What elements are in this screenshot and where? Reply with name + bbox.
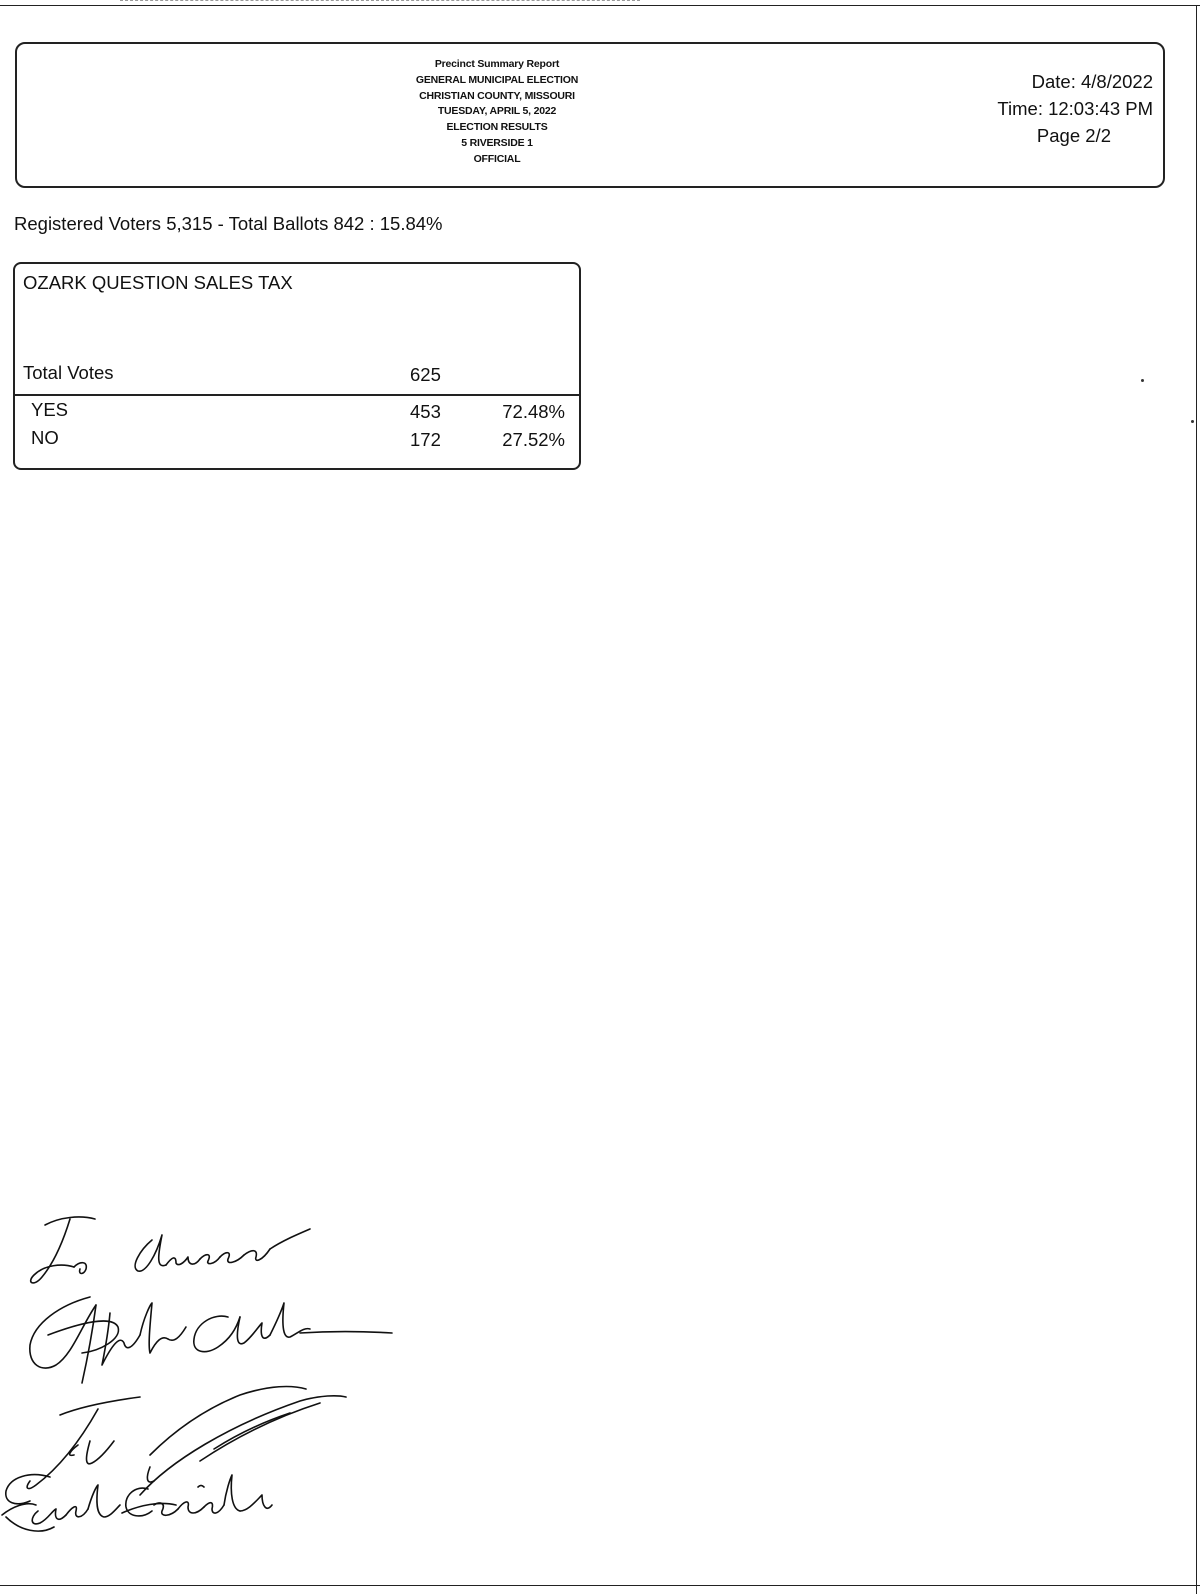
- choice-percent: 27.52%: [502, 429, 565, 450]
- total-votes-value: 625: [410, 364, 441, 385]
- report-meta: [997, 68, 1153, 149]
- choice-row-no: [15, 427, 579, 453]
- scan-speck: [1191, 420, 1194, 423]
- report-status: OFFICIAL: [473, 152, 521, 165]
- scan-speck: [1141, 379, 1144, 382]
- choice-percent: 72.48%: [502, 401, 565, 422]
- signatures-block: [0, 1205, 420, 1585]
- election-date: TUESDAY, APRIL 5, 2022: [437, 105, 557, 118]
- precinct-name: 5 RIVERSIDE 1: [461, 136, 533, 149]
- choice-votes: 453: [410, 401, 441, 422]
- report-title: Precinct Summary Report: [434, 58, 560, 70]
- signature-2: [30, 1297, 392, 1383]
- election-name: GENERAL MUNICIPAL ELECTION: [415, 73, 579, 86]
- report-date: Date: 4/8/2022: [1031, 71, 1153, 92]
- choice-row-yes: [15, 399, 579, 425]
- signature-3: [27, 1387, 346, 1495]
- choice-name: YES: [31, 399, 69, 420]
- page-top-edge: [0, 5, 1200, 6]
- county-name: CHRISTIAN COUNTY, MISSOURI: [419, 89, 575, 102]
- turnout-summary: Registered Voters 5,315 - Total Ballots 842 : 15.84%: [14, 213, 443, 234]
- signature-4: [2, 1475, 272, 1531]
- total-votes-label: Total Votes: [23, 362, 114, 383]
- report-header-titles: [317, 57, 677, 168]
- contest-box: [13, 262, 581, 470]
- signature-1: [31, 1217, 310, 1283]
- contest-divider: [15, 394, 579, 396]
- contest-title: OZARK QUESTION SALES TAX: [23, 272, 293, 293]
- results-label: ELECTION RESULTS: [446, 121, 548, 134]
- report-time: Time: 12:03:43 PM: [997, 98, 1153, 119]
- choice-name: NO: [31, 427, 59, 448]
- choice-votes: 172: [410, 429, 441, 450]
- report-header-box: [15, 42, 1165, 188]
- page-number: Page 2/2: [1036, 125, 1111, 146]
- page-right-edge: [1196, 5, 1197, 1594]
- page-bottom-edge: [0, 1585, 1200, 1586]
